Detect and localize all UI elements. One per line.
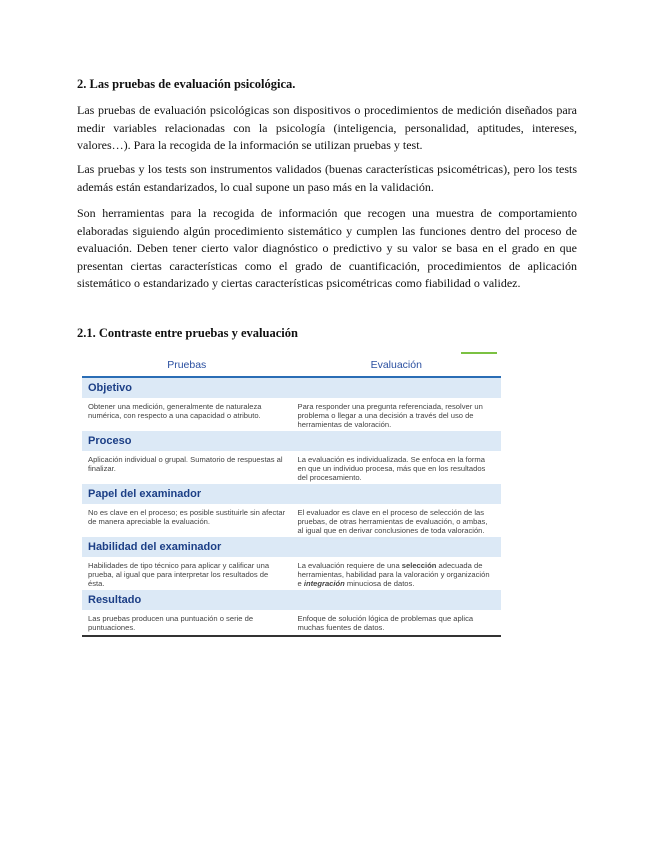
cell-pruebas: No es clave en el proceso; es posible sustituirle sin afectar de manera apreciable la evaluación. <box>88 508 286 526</box>
comparison-table <box>82 353 501 637</box>
section-label: Proceso <box>82 431 501 451</box>
table-header-row <box>82 353 501 377</box>
paragraph-3: Son herramientas para la recogida de información que recogen una muestra de comportamiento elaboradas siguiendo algún procedimiento sistemático y cumplen las funciones dentro del proceso de evaluación. Deben tener cierto valor diagnóstico o predictivo y su valor se basa en el grado en que presentan ciertas características como el grado de cuantificación, procedimientos de aplicación sistemático o estandarizado y ciertas características psicométricas como fiabilidad o validez. <box>77 206 577 290</box>
section-label: Habilidad del examinador <box>82 537 501 557</box>
text-run: La evaluación requiere de una <box>297 561 402 570</box>
table-row <box>82 610 501 636</box>
text-run-bold: selección <box>401 561 437 570</box>
section-label: Resultado <box>82 590 501 610</box>
column-header-evaluacion: Evaluación <box>292 353 502 377</box>
column-header-pruebas: Pruebas <box>82 353 292 377</box>
cell-pruebas: Las pruebas producen una puntuación o serie de puntuaciones. <box>82 610 292 636</box>
section-label: Objetivo <box>82 377 501 398</box>
text-run-bold-italic: integración <box>303 579 345 588</box>
section-label: Papel del examinador <box>82 484 501 504</box>
table-row <box>82 557 501 590</box>
section-row-habilidad-examinador <box>82 537 501 557</box>
section-row-resultado <box>82 590 501 610</box>
cell-evaluacion <box>292 557 502 590</box>
section-row-objetivo <box>82 377 501 398</box>
cell-evaluacion: Enfoque de solución lógica de problemas que aplica muchas fuentes de datos. <box>292 610 502 636</box>
cell-evaluacion: El evaluador es clave en el proceso de selección de las pruebas, de otras herramientas de evaluación, o ambas, al igual que en derivar conclusiones de toda valoración. <box>297 508 488 535</box>
section-row-papel-examinador <box>82 484 501 504</box>
table-row <box>82 504 501 537</box>
text-run: adecuada de herramientas, habilidad para la valoración y organización e <box>297 561 490 588</box>
subsection-heading: 2.1. Contraste entre pruebas y evaluación <box>77 326 298 340</box>
paragraph-2: Las pruebas y los tests son instrumentos validados (buenas características psicométricas), pero los tests además están estandarizados, lo cual supone un paso más en la validación. <box>77 162 577 194</box>
table-row <box>82 398 501 431</box>
cell-pruebas: Habilidades de tipo técnico para aplicar y calificar una prueba, al igual que para interpretar los resultados de ésta. <box>88 561 270 588</box>
section-row-proceso <box>82 431 501 451</box>
section-heading: 2. Las pruebas de evaluación psicológica. <box>77 77 296 91</box>
cell-pruebas: Aplicación individual o grupal. Sumatorio de respuestas al finalizar. <box>88 455 283 473</box>
table-row <box>82 451 501 484</box>
cell-evaluacion: La evaluación es individualizada. Se enfoca en la forma en que un individuo procesa, más que en los resultados del procesamiento. <box>297 455 486 482</box>
cell-pruebas: Obtener una medición, generalmente de naturaleza numérica, con respecto a una capacidad o atributo. <box>88 402 262 420</box>
cell-evaluacion: Para responder una pregunta referenciada, resolver un problema o llegar a una decisión a través del uso de herramientas de valoración. <box>297 402 483 429</box>
paragraph-1: Las pruebas de evaluación psicológicas son dispositivos o procedimientos de medición diseñados para medir variables relacionadas con la psicología (inteligencia, personalidad, aptitudes, intereses, valores…). Para la recogida de la información se utilizan pruebas y test. <box>77 103 577 152</box>
text-run: minuciosa de datos. <box>344 579 415 588</box>
